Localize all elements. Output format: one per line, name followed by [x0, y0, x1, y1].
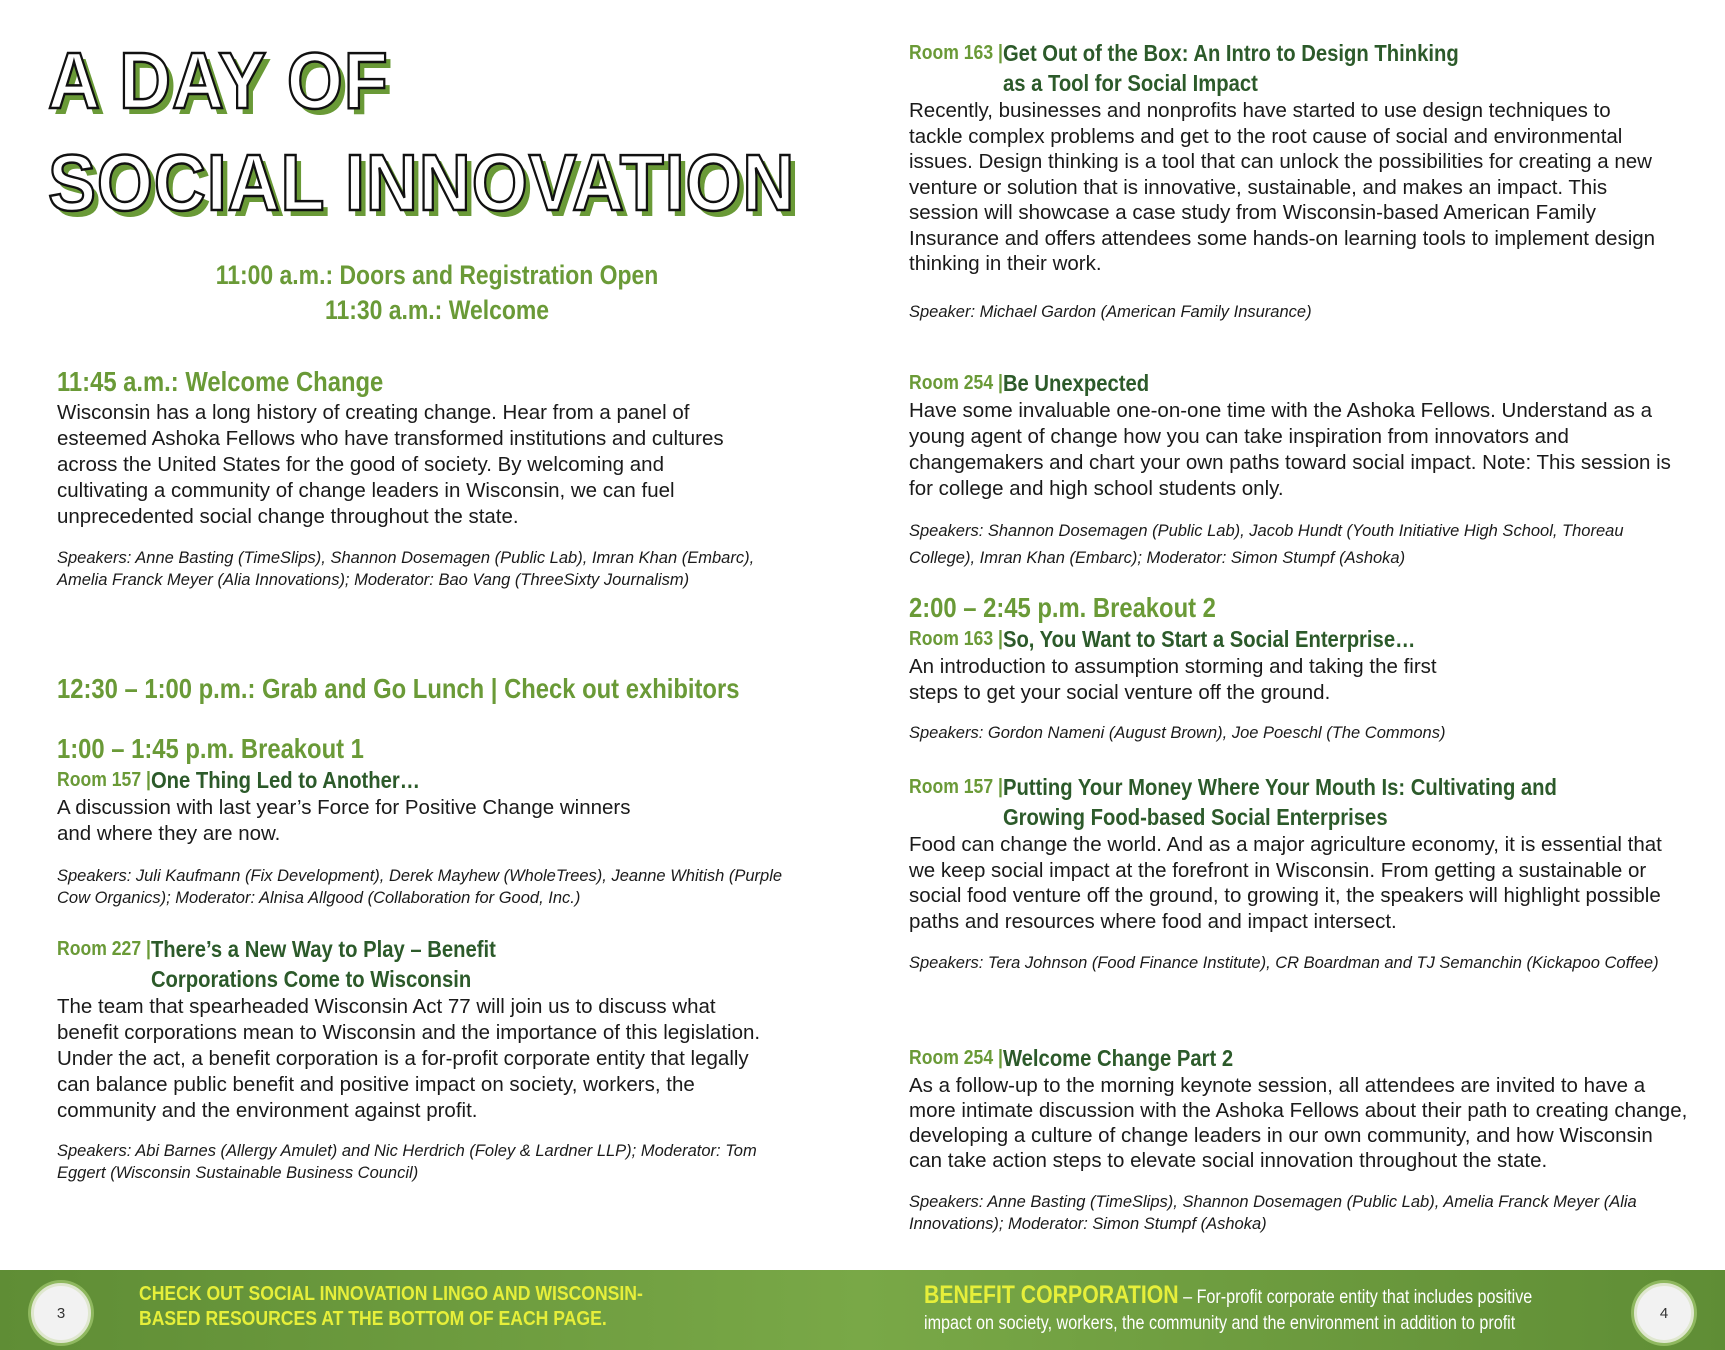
page-number-label: 3 — [56, 1304, 66, 1322]
time-doors: 11:00 a.m.: Doors and Registration Open — [215, 260, 659, 290]
session-name: Get Out of the Box: An Intro to Design Thinking as a Tool for Social Impact — [1002, 40, 1459, 96]
page-number-label: 4 — [1659, 1304, 1669, 1322]
session-description: An introduction to assumption storming and taking the first steps to get your social venture off the ground. — [909, 655, 1437, 704]
session-room-254-welcome-2 — [909, 1043, 1699, 1235]
session-description: Food can change the world. And as a major agriculture economy, it is essential that we keep social impact at the forefront in Wisconsin. From getting a sustainable or social food venture off the ground, to growing it, the speakers will highlight possible paths and resources where food and impact intersect. — [909, 833, 1662, 933]
session-name: Putting Your Money Where Your Mouth Is: Cultivating and Growing Food-based Social Enterprises — [1002, 774, 1557, 830]
session-title — [57, 765, 806, 795]
session-speakers: Speakers: Tera Johnson (Food Finance Institute), CR Boardman and TJ Semanchin (Kickapoo Coffee) — [909, 954, 1659, 972]
room-number: Room 254 | — [909, 372, 1003, 394]
glossary-text: – For-profit corporate entity that includes positive impact on society, workers, the community and the environment in addition to profit — [924, 1287, 1533, 1334]
session-name: One Thing Led to Another… — [150, 767, 421, 793]
session-description: The team that spearheaded Wisconsin Act 77 will join us to discuss what benefit corporations mean to Wisconsin and the importance of this legislation. Under the act, a benefit corporation is a for-profit corporate entity that legally can balance public benefit and positive impact on society, workers, the community and the environment against profit. — [57, 995, 761, 1122]
lunch-section — [57, 673, 817, 705]
session-title — [909, 368, 1688, 398]
session-description: As a follow-up to the morning keynote session, all attendees are invited to have a more intimate discussion with the Ashoka Fellows about their path to creating change, developing a culture of change leaders in our own community, and how Wisconsin can take action steps to elevate social innovation throughout the state. — [909, 1074, 1688, 1172]
room-number: Room 163 | — [909, 42, 1003, 64]
glossary-definition — [924, 1282, 1536, 1337]
welcome-change-section — [57, 366, 817, 591]
session-speakers: Speakers: Anne Basting (TimeSlips), Shannon Dosemagen (Public Lab), Imran Khan (Embarc), Amelia Franck Meyer (Alia Innovations); Moderator: Bao Vang (ThreeSixty Journalism) — [57, 549, 755, 589]
session-title — [909, 38, 1688, 98]
breakout-2-section — [909, 592, 1699, 744]
session-title — [57, 934, 806, 994]
session-description: Wisconsin has a long history of creating change. Hear from a panel of esteemed Ashoka Fellows who have transformed institutions and cultures across the United States for the good of society. By welcoming and cultivating a community of change leaders in Wisconsin, we can fuel unprecedented social change throughout the state. — [57, 401, 724, 528]
title-line-2: SOCIAL INNOVATION — [48, 138, 796, 227]
section-heading: 11:45 a.m.: Welcome Change — [57, 366, 384, 397]
room-number: Room 227 | — [57, 938, 151, 960]
session-speakers: Speakers: Abi Barnes (Allergy Amulet) and Nic Herdrich (Foley & Lardner LLP); Moderator: Tom Eggert (Wisconsin Sustainable Business Council) — [57, 1142, 757, 1182]
title-line-1: A DAY OF — [48, 36, 389, 125]
page-number-left — [31, 1283, 91, 1343]
session-description: Recently, businesses and nonprofits have started to use design techniques to tackle complex problems and get to the root cause of social and environmental issues. Design thinking is a tool that can unlock the possibilities for creating a new venture or solution that is innovative, sustainable, and makes an impact. This session will showcase a case study from Wisconsin-based American Family Insurance and offers attendees some hands-on learning tools to implement design thinking in their work. — [909, 99, 1656, 275]
session-room-157-food — [909, 772, 1699, 974]
session-room-227 — [57, 934, 817, 1184]
page-number-right — [1634, 1283, 1694, 1343]
section-heading: 12:30 – 1:00 p.m.: Grab and Go Lunch | Check out exhibitors — [57, 673, 740, 704]
session-speakers: Speakers: Gordon Nameni (August Brown), Joe Poeschl (The Commons) — [909, 724, 1446, 742]
footer-note: CHECK OUT SOCIAL INNOVATION LINGO AND WISCONSIN-BASED RESOURCES AT THE BOTTOM OF EACH PAGE. — [139, 1283, 643, 1330]
room-number: Room 157 | — [909, 776, 1003, 798]
session-speakers: Speakers: Shannon Dosemagen (Public Lab), Jacob Hundt (Youth Initiative High School, Thoreau College), Imran Khan (Embarc); Moderator: Simon Stumpf (Ashoka) — [909, 522, 1624, 567]
session-speakers: Speaker: Michael Gardon (American Family Insurance) — [909, 302, 1312, 321]
section-heading: 2:00 – 2:45 p.m. Breakout 2 — [909, 592, 1216, 623]
section-heading: 1:00 – 1:45 p.m. Breakout 1 — [57, 733, 364, 764]
session-title — [909, 1043, 1688, 1073]
session-name: So, You Want to Start a Social Enterprise… — [1002, 626, 1416, 652]
session-name: Welcome Change Part 2 — [1002, 1045, 1234, 1071]
session-room-163-design — [909, 38, 1699, 323]
time-welcome: 11:30 a.m.: Welcome — [324, 295, 550, 325]
room-number: Room 163 | — [909, 628, 1003, 650]
session-description: A discussion with last year’s Force for Positive Change winners and where they are now. — [57, 796, 631, 845]
session-room-254-unexpected — [909, 368, 1699, 572]
room-number: Room 254 | — [909, 1047, 1003, 1069]
session-name: Be Unexpected — [1002, 370, 1150, 396]
session-speakers: Speakers: Juli Kaufmann (Fix Development), Derek Mayhew (WholeTrees), Jeanne Whitish (Purple Cow Organics); Moderator: Alnisa Allgood (Collaboration for Good, Inc.) — [57, 867, 783, 907]
glossary-term: BENEFIT CORPORATION — [924, 1281, 1179, 1309]
page-title — [48, 30, 795, 234]
intro-times — [57, 258, 817, 328]
room-number: Room 157 | — [57, 769, 151, 791]
session-description: Have some invaluable one-on-one time with the Ashoka Fellows. Understand as a young agent of change how you can take inspiration from innovators and changemakers and chart your own paths toward social impact. Note: This session is for college and high school students only. — [909, 399, 1671, 500]
breakout-1-section — [57, 733, 817, 909]
session-name: There’s a New Way to Play – Benefit Corporations Come to Wisconsin — [150, 936, 496, 992]
session-speakers: Speakers: Anne Basting (TimeSlips), Shannon Dosemagen (Public Lab), Amelia Franck Meyer (Alia Innovations); Moderator: Simon Stumpf (Ashoka) — [909, 1193, 1637, 1233]
session-title — [909, 772, 1688, 832]
session-title — [909, 624, 1688, 654]
